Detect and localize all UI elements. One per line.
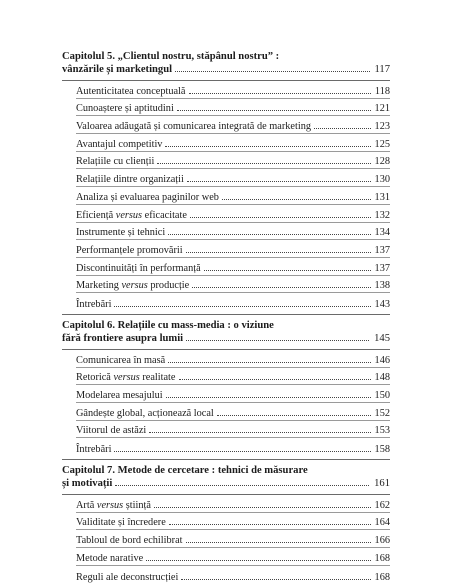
divider — [62, 459, 390, 460]
toc-entry[interactable] — [76, 205, 390, 223]
entry-page-number: 123 — [374, 121, 390, 133]
entry-page-number: 125 — [374, 138, 390, 150]
entry-title: Performanțele promovării — [76, 244, 183, 256]
dot-leader — [114, 451, 370, 452]
dot-leader — [146, 560, 370, 561]
chapter-title-line: Capitolul 6. Relațiile cu mass-media : o viziune — [62, 319, 274, 331]
toc-entry[interactable] — [76, 548, 390, 566]
entry-title: Relațiile dintre organizații — [76, 174, 184, 186]
dot-leader — [190, 217, 371, 218]
chapter-6 — [62, 319, 390, 460]
toc-entry[interactable] — [76, 223, 390, 241]
entry-title: Discontinuități în performanță — [76, 262, 201, 274]
toc-entry[interactable] — [76, 421, 390, 439]
entry-title: Comunicarea în masă — [76, 354, 166, 366]
toc-entry[interactable] — [76, 276, 390, 294]
entry-page-number: 146 — [374, 354, 390, 366]
dot-leader — [314, 128, 371, 129]
entry-title: Marketing versus producție — [76, 280, 190, 292]
dot-leader — [175, 71, 369, 72]
entry-page-number: 158 — [374, 444, 390, 456]
entry-page-number: 134 — [374, 227, 390, 239]
chapter-title-line: Capitolul 7. Metode de cercetare : tehnici de măsurare — [62, 465, 308, 477]
entry-page-number: 166 — [374, 535, 390, 547]
entry-title: Autenticitatea conceptuală — [76, 85, 186, 97]
toc-entry[interactable] — [76, 566, 390, 584]
chapter-title-line: și motivații — [62, 478, 113, 490]
dot-leader — [189, 93, 371, 94]
dot-leader — [169, 524, 371, 525]
entry-page-number: 137 — [374, 244, 390, 256]
entry-title: Avantajul competitiv — [76, 138, 163, 150]
entry-title: Eficiență versus eficacitate — [76, 209, 187, 221]
dot-leader — [149, 432, 370, 433]
toc-entry[interactable] — [76, 368, 390, 386]
entry-list — [76, 495, 390, 583]
dot-leader — [204, 270, 371, 271]
dot-leader — [157, 163, 370, 164]
entry-page-number: 168 — [374, 571, 390, 583]
toc-entry[interactable] — [76, 293, 390, 311]
dot-leader — [168, 362, 370, 363]
toc-entry[interactable] — [76, 438, 390, 456]
entry-page-number: 137 — [374, 262, 390, 274]
toc-entry[interactable] — [76, 187, 390, 205]
entry-title: Cunoaștere și aptitudini — [76, 103, 174, 115]
dot-leader — [181, 579, 370, 580]
entry-title: Artă versus știință — [76, 499, 151, 511]
entry-page-number: 168 — [374, 552, 390, 564]
entry-page-number: 150 — [374, 390, 390, 401]
toc-entry[interactable] — [76, 385, 390, 403]
entry-title: Gândește global, acționează local — [76, 407, 214, 419]
toc-entry[interactable] — [76, 403, 390, 421]
entry-page-number: 143 — [374, 298, 390, 310]
entry-title: Viitorul de astăzi — [76, 425, 147, 437]
chapter-title-line: fără frontiere asupra lumii — [62, 332, 184, 344]
entry-title: Tabloul de bord echilibrat — [76, 535, 183, 547]
entry-title: Metode narative — [76, 552, 144, 564]
entry-page-number: 164 — [374, 517, 390, 529]
entry-page-number: 138 — [374, 280, 390, 292]
toc-entry[interactable] — [76, 134, 390, 152]
toc-entry[interactable] — [76, 169, 390, 187]
toc-entry[interactable] — [76, 258, 390, 276]
table-of-contents — [62, 50, 390, 584]
toc-entry[interactable] — [76, 350, 390, 368]
chapter-title-row[interactable] — [62, 333, 390, 344]
entry-page-number: 153 — [374, 425, 390, 437]
dot-leader — [166, 397, 371, 398]
dot-leader — [186, 252, 371, 253]
divider — [62, 314, 390, 315]
entry-page-number: 162 — [374, 499, 390, 511]
dot-leader — [179, 379, 371, 380]
dot-leader — [187, 181, 371, 182]
dot-leader — [165, 146, 370, 147]
chapter-page-number: 145 — [374, 332, 390, 344]
entry-page-number: 131 — [374, 191, 390, 203]
entry-title: Întrebări — [76, 298, 112, 310]
entry-title: Retorică versus realitate — [76, 372, 176, 384]
chapter-5 — [62, 50, 390, 315]
entry-page-number: 128 — [374, 156, 390, 168]
entry-page-number: 132 — [374, 209, 390, 221]
chapter-title-line: vânzările și marketingul — [62, 64, 173, 75]
entry-page-number: 148 — [374, 372, 390, 384]
dot-leader — [168, 234, 370, 235]
chapter-title-line: Capitolul 5. „Clientul nostru, stăpânul nostru” : — [62, 51, 280, 62]
chapter-7 — [62, 464, 390, 583]
dot-leader — [114, 306, 370, 307]
dot-leader — [192, 287, 370, 288]
chapter-title-row[interactable] — [62, 64, 390, 75]
entry-page-number: 152 — [374, 407, 390, 419]
dot-leader — [217, 415, 371, 416]
entry-title: Modelarea mesajului — [76, 390, 163, 401]
toc-entry[interactable] — [76, 513, 390, 531]
toc-entry[interactable] — [76, 99, 390, 117]
chapter-title-row[interactable] — [62, 478, 390, 489]
entry-page-number: 121 — [374, 103, 390, 115]
entry-title: Reguli ale deconstrucției — [76, 571, 179, 583]
entry-list — [76, 350, 390, 456]
entry-list — [76, 81, 390, 311]
entry-title: Validitate și încredere — [76, 517, 166, 529]
toc-entry[interactable] — [76, 240, 390, 258]
dot-leader — [186, 542, 371, 543]
toc-entry[interactable] — [76, 81, 390, 99]
entry-page-number: 118 — [374, 85, 390, 97]
entry-title: Valoarea adăugată și comunicarea integrată de marketing — [76, 121, 311, 133]
dot-leader — [154, 507, 371, 508]
entry-title: Analiza și evaluarea paginilor web — [76, 191, 219, 203]
chapter-page-number: 117 — [374, 64, 390, 75]
toc-entry[interactable] — [76, 495, 390, 513]
toc-entry[interactable] — [76, 152, 390, 170]
dot-leader — [186, 340, 369, 341]
dot-leader — [177, 110, 371, 111]
entry-title: Instrumente și tehnici — [76, 227, 166, 239]
chapter-page-number: 161 — [374, 478, 390, 490]
toc-entry[interactable] — [76, 530, 390, 548]
entry-page-number: 130 — [374, 174, 390, 186]
toc-entry[interactable] — [76, 116, 390, 134]
dot-leader — [222, 199, 371, 200]
entry-title: Întrebări — [76, 444, 112, 456]
dot-leader — [115, 485, 369, 486]
entry-title: Relațiile cu clienții — [76, 156, 155, 168]
